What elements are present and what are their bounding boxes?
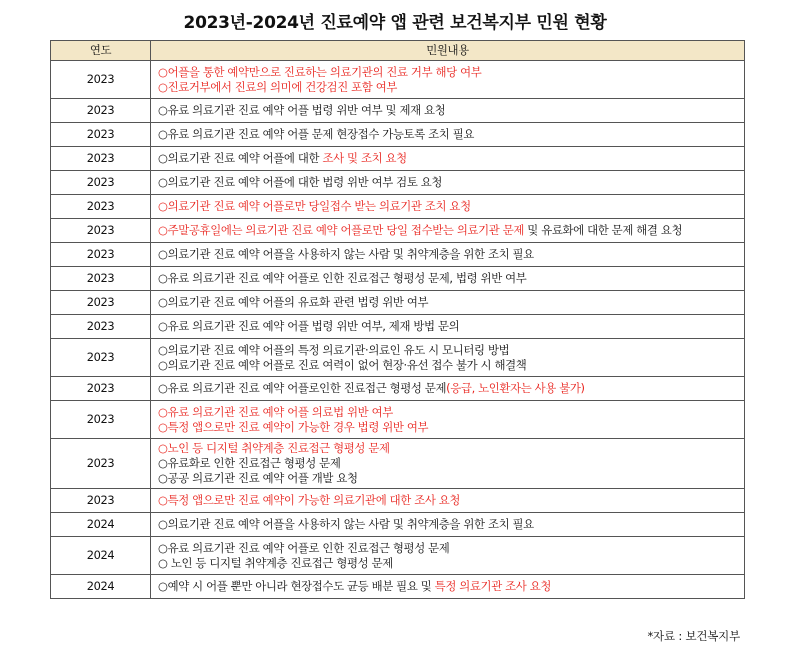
year-cell: 2024 <box>51 575 151 599</box>
table-row <box>51 123 745 147</box>
column-header-content: 민원내용 <box>151 41 745 61</box>
complaint-line <box>158 381 738 396</box>
year-cell: 2023 <box>51 123 151 147</box>
complaint-line <box>158 247 738 262</box>
year-cell: 2023 <box>51 99 151 123</box>
complaint-line <box>158 420 738 435</box>
content-cell <box>151 489 745 513</box>
table-row <box>51 147 745 171</box>
content-cell <box>151 315 745 339</box>
content-cell <box>151 339 745 377</box>
complaint-text: ○유료 의료기관 진료 예약 어플 법령 위반 여부, 제재 방법 문의 <box>158 319 460 333</box>
document-title: 2023년-2024년 진료예약 앱 관련 보건복지부 민원 현황 <box>183 13 607 33</box>
year-cell: 2023 <box>51 61 151 99</box>
complaint-text: ○유료 의료기관 진료 예약 어플 법령 위반 여부 및 제재 요청 <box>158 103 446 117</box>
table-row <box>51 99 745 123</box>
table-row <box>51 439 745 489</box>
table-row <box>51 61 745 99</box>
table-row <box>51 171 745 195</box>
table-row <box>51 267 745 291</box>
complaint-line <box>158 175 738 190</box>
highlighted-text: 특정 의료기관 조사 요청 <box>434 579 552 593</box>
content-cell <box>151 439 745 489</box>
complaint-line <box>158 493 738 508</box>
complaint-line <box>158 471 738 486</box>
content-cell <box>151 147 745 171</box>
complaint-text: ○의료기관 진료 예약 어플의 유료화 관련 법령 위반 여부 <box>158 295 429 309</box>
complaint-line <box>158 456 738 471</box>
year-cell: 2024 <box>51 537 151 575</box>
table-row <box>51 243 745 267</box>
table-row <box>51 195 745 219</box>
year-cell: 2023 <box>51 195 151 219</box>
complaint-line <box>158 319 738 334</box>
complaint-text: ○유료 의료기관 진료 예약 어플 문제 현장접수 가능토록 조치 필요 <box>158 127 475 141</box>
source-note: *자료 : 보건복지부 <box>647 629 740 643</box>
highlighted-text: ○진료거부에서 진료의 의미에 건강검진 포함 여부 <box>158 79 398 94</box>
complaint-text: ○유료 의료기관 진료 예약 어플로인한 진료접근 형평성 문제 <box>158 381 447 395</box>
year-cell: 2023 <box>51 291 151 315</box>
table-row <box>51 291 745 315</box>
complaint-text: ○ 노인 등 디지털 취약계층 진료접근 형평성 문제 <box>158 555 393 570</box>
complaint-text: ○유료 의료기관 진료 예약 어플로 인한 진료접근 형평성 문제 <box>158 540 450 555</box>
column-header-year: 연도 <box>51 41 151 61</box>
table-row <box>51 401 745 439</box>
highlighted-text: 조사 및 조치 요청 <box>322 151 407 165</box>
table-row <box>51 489 745 513</box>
complaint-line <box>158 405 738 420</box>
year-cell: 2023 <box>51 489 151 513</box>
content-cell <box>151 377 745 401</box>
complaint-line <box>158 441 738 456</box>
content-cell <box>151 575 745 599</box>
content-cell <box>151 243 745 267</box>
complaint-text: ○의료기관 진료 예약 어플에 대한 법령 위반 여부 검토 요청 <box>158 175 443 189</box>
content-cell <box>151 219 745 243</box>
year-cell: 2023 <box>51 377 151 401</box>
year-cell: 2023 <box>51 339 151 377</box>
highlighted-text: (응급, 노인환자는 사용 불가) <box>446 381 585 395</box>
complaint-text: ○공공 의료기관 진료 예약 어플 개발 요청 <box>158 471 358 485</box>
content-cell <box>151 267 745 291</box>
complaint-line <box>158 151 738 166</box>
table-row <box>51 377 745 401</box>
content-cell <box>151 195 745 219</box>
table-row <box>51 537 745 575</box>
content-cell <box>151 61 745 99</box>
complaint-line <box>158 541 738 556</box>
complaints-table <box>50 40 745 599</box>
table-header-row <box>51 41 745 61</box>
table-body <box>51 61 745 599</box>
content-cell <box>151 171 745 195</box>
content-cell <box>151 513 745 537</box>
complaint-text: ○유료 의료기관 진료 예약 어플로 인한 진료접근 형평성 문제, 법령 위반 여부 <box>158 271 527 285</box>
complaint-line <box>158 579 738 594</box>
complaint-text: 및 유료화에 대한 문제 해결 요청 <box>524 223 683 237</box>
complaint-text: ○의료기관 진료 예약 어플을 사용하지 않는 사람 및 취약계층을 위한 조치 필요 <box>158 247 534 261</box>
complaint-text: ○의료기관 진료 예약 어플로 진료 여력이 없어 현장·유선 접수 불가 시 해결책 <box>158 357 527 372</box>
year-cell: 2023 <box>51 401 151 439</box>
highlighted-text: ○어플을 통한 예약만으로 진료하는 의료기관의 진료 거부 해당 여부 <box>158 64 482 79</box>
complaint-line <box>158 199 738 214</box>
complaint-text: ○유료화로 인한 진료접근 형평성 문제 <box>158 456 341 470</box>
highlighted-text: ○특정 앱으로만 진료 예약이 가능한 의료기관에 대한 조사 요청 <box>158 493 461 507</box>
content-cell <box>151 537 745 575</box>
content-cell <box>151 99 745 123</box>
table-row <box>51 513 745 537</box>
table-row <box>51 315 745 339</box>
complaint-line <box>158 223 738 238</box>
complaint-line <box>158 103 738 118</box>
complaint-text: ○의료기관 진료 예약 어플의 특정 의료기관·의료인 유도 시 모니터링 방법 <box>158 342 510 357</box>
year-cell: 2023 <box>51 243 151 267</box>
year-cell: 2023 <box>51 219 151 243</box>
highlighted-text: ○주말공휴일에는 의료기관 진료 예약 어플로만 당일 접수받는 의료기관 문제 <box>158 223 525 237</box>
complaint-line <box>158 65 738 80</box>
complaint-line <box>158 80 738 95</box>
content-cell <box>151 291 745 315</box>
complaint-line <box>158 127 738 142</box>
table-row <box>51 339 745 377</box>
complaint-line <box>158 517 738 532</box>
year-cell: 2023 <box>51 439 151 489</box>
highlighted-text: ○의료기관 진료 예약 어플로만 당일접수 받는 의료기관 조치 요청 <box>158 199 471 213</box>
complaint-line <box>158 358 738 373</box>
content-cell <box>151 401 745 439</box>
table-row <box>51 219 745 243</box>
year-cell: 2023 <box>51 315 151 339</box>
year-cell: 2023 <box>51 171 151 195</box>
complaint-line <box>158 295 738 310</box>
complaint-text: ○의료기관 진료 예약 어플에 대한 <box>158 151 323 165</box>
highlighted-text: ○유료 의료기관 진료 예약 어플 의료법 위반 여부 <box>158 404 393 419</box>
highlighted-text: ○특정 앱으로만 진료 예약이 가능한 경우 법령 위반 여부 <box>158 419 429 434</box>
complaint-line <box>158 271 738 286</box>
complaint-line <box>158 556 738 571</box>
table-row <box>51 575 745 599</box>
year-cell: 2023 <box>51 147 151 171</box>
highlighted-text: ○노인 등 디지털 취약계층 진료접근 형평성 문제 <box>158 441 390 455</box>
complaint-line <box>158 343 738 358</box>
complaint-text: ○예약 시 어플 뿐만 아니라 현장접수도 균등 배분 필요 및 <box>158 579 435 593</box>
complaint-text: ○의료기관 진료 예약 어플을 사용하지 않는 사람 및 취약계층을 위한 조치 필요 <box>158 517 534 531</box>
year-cell: 2024 <box>51 513 151 537</box>
year-cell: 2023 <box>51 267 151 291</box>
content-cell <box>151 123 745 147</box>
